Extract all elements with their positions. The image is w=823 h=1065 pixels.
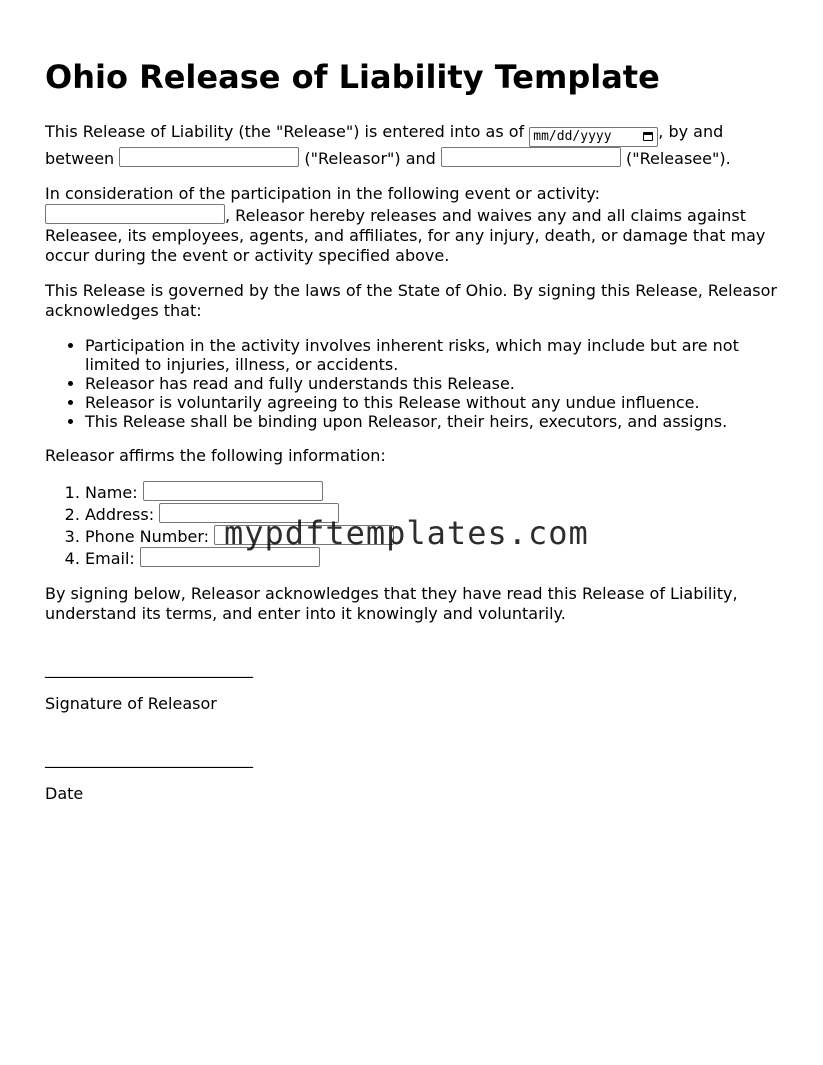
watermark-text: mypdftemplates.com	[224, 514, 589, 552]
consideration-text-2: , Releasor hereby releases and waives any and all claims against Releasee, its employees, agents, and affiliates, for any injury, death, or damage that may occur during the event or activity specified above.	[45, 206, 766, 265]
date-line: __________________________	[45, 749, 253, 768]
address-label: Address:	[85, 505, 155, 524]
email-label: Email:	[85, 549, 135, 568]
release-date-input[interactable]	[529, 127, 658, 147]
info-item-name	[85, 481, 790, 503]
consideration-paragraph	[45, 184, 790, 266]
phone-label: Phone Number:	[85, 527, 210, 546]
intro-text-3: ("Releasor") and	[304, 149, 436, 168]
governing-paragraph: This Release is governed by the laws of the State of Ohio. By signing this Release, Releasor acknowledges that:	[45, 281, 777, 320]
signature-label: Signature of Releasor	[45, 694, 217, 713]
date-placeholder: mm/dd/yyyy	[533, 129, 612, 144]
intro-text-4: ("Releasee").	[626, 149, 731, 168]
list-item: • Releasor is voluntarily agreeing to this Release without any undue influence.	[85, 393, 790, 412]
activity-input[interactable]	[45, 204, 225, 224]
consideration-text-1: In consideration of the participation in the following event or activity:	[45, 184, 600, 203]
releasor-name-input[interactable]	[119, 147, 299, 167]
affirm-heading: Releasor affirms the following information:	[45, 446, 386, 465]
name-label: Name:	[85, 483, 138, 502]
closing-paragraph: By signing below, Releasor acknowledges that they have read this Release of Liability, understand its terms, and enter into it knowingly and voluntarily.	[45, 584, 738, 623]
intro-paragraph	[45, 122, 790, 169]
intro-text-2: , by and between	[45, 122, 724, 168]
document-page	[45, 55, 790, 819]
list-item: • This Release shall be binding upon Releasor, their heirs, executors, and assigns.	[85, 412, 790, 431]
releasee-name-input[interactable]	[441, 147, 621, 167]
name-input[interactable]	[143, 481, 323, 501]
list-item: • Releasor has read and fully understands this Release.	[85, 374, 790, 393]
calendar-icon[interactable]	[643, 132, 653, 141]
list-item: • Participation in the activity involves inherent risks, which may include but are not limited to injuries, illness, or accidents.	[85, 336, 790, 374]
date-label: Date	[45, 784, 84, 803]
signature-line: __________________________	[45, 659, 253, 678]
page-title: Ohio Release of Liability Template	[45, 58, 660, 96]
acknowledgement-list	[45, 336, 790, 431]
intro-text-1: This Release of Liability (the "Release") is entered into as of	[45, 122, 525, 141]
